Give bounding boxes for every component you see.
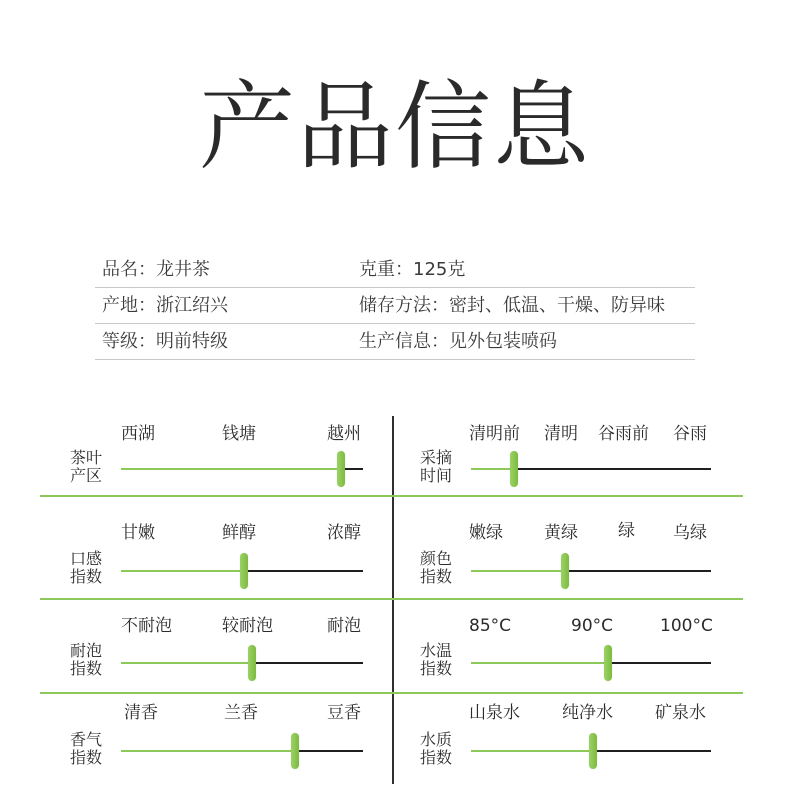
index-option: 越州: [327, 424, 361, 444]
index-option: 甘嫩: [121, 523, 155, 543]
index-track: [471, 468, 711, 470]
index-option: 浓醇: [327, 523, 361, 543]
index-label: 耐泡 指数: [69, 641, 102, 678]
index-label: 香气 指数: [69, 730, 102, 767]
index-option: 耐泡: [327, 616, 361, 636]
index-slider-thumb[interactable]: [561, 553, 569, 589]
index-fill: [471, 570, 565, 572]
index-option: 西湖: [121, 424, 155, 444]
index-label: 水质 指数: [419, 730, 452, 767]
page-title: 产品信息: [199, 71, 591, 183]
info-origin: 产地：浙江绍兴: [102, 295, 228, 316]
index-option: 绿: [618, 521, 635, 541]
info-grade: 等级：明前特级: [102, 331, 228, 352]
info-production: 生产信息：见外包装喷码: [359, 331, 557, 352]
index-fill: [121, 468, 341, 470]
index-option: 纯净水: [562, 703, 613, 723]
index-option: 谷雨前: [598, 424, 649, 444]
index-option: 黄绿: [544, 523, 578, 543]
index-option: 清明: [544, 424, 578, 444]
index-option: 矿泉水: [655, 703, 706, 723]
index-option: 钱塘: [222, 424, 256, 444]
index-option: 清香: [124, 703, 158, 723]
index-option: 兰香: [224, 703, 258, 723]
index-slider-thumb[interactable]: [604, 645, 612, 681]
index-fill: [471, 750, 593, 752]
index-slider-thumb[interactable]: [291, 733, 299, 769]
index-track: [121, 468, 363, 470]
index-option: 100°C: [660, 616, 713, 636]
index-option: 谷雨: [673, 424, 707, 444]
index-option: 山泉水: [469, 703, 520, 723]
index-slider-thumb[interactable]: [337, 451, 345, 487]
info-weight: 克重：125克: [359, 259, 466, 280]
grid-row-divider: [40, 598, 743, 600]
index-slider-thumb[interactable]: [589, 733, 597, 769]
index-fill: [121, 662, 252, 664]
index-slider-thumb[interactable]: [510, 451, 518, 487]
index-track: [471, 570, 711, 572]
index-option: 豆香: [327, 703, 361, 723]
index-option: 90°C: [571, 616, 614, 636]
index-label: 采摘 时间: [419, 448, 452, 485]
index-option: 85°C: [469, 616, 512, 636]
index-option: 乌绿: [673, 523, 707, 543]
index-track: [121, 662, 363, 664]
index-fill: [121, 750, 295, 752]
index-track: [121, 570, 363, 572]
index-fill: [471, 662, 608, 664]
index-label: 水温 指数: [419, 641, 452, 678]
index-track: [471, 750, 711, 752]
index-option: 不耐泡: [121, 616, 172, 636]
info-name: 品名：龙井茶: [102, 259, 210, 280]
grid-row-divider: [40, 692, 743, 694]
info-storage: 储存方法：密封、低温、干燥、防异味: [359, 295, 665, 316]
index-option: 较耐泡: [222, 616, 273, 636]
index-label: 颜色 指数: [419, 549, 452, 586]
grid-center-divider: [392, 416, 394, 784]
index-slider-thumb[interactable]: [240, 553, 248, 589]
index-fill: [121, 570, 244, 572]
grid-row-divider: [40, 495, 743, 497]
index-track: [471, 662, 711, 664]
index-option: 嫩绿: [469, 523, 503, 543]
index-label: 口感 指数: [69, 549, 102, 586]
index-option: 清明前: [469, 424, 520, 444]
index-label: 茶叶 产区: [69, 448, 102, 485]
index-fill: [471, 468, 514, 470]
index-slider-thumb[interactable]: [248, 645, 256, 681]
index-option: 鲜醇: [222, 523, 256, 543]
index-track: [121, 750, 363, 752]
